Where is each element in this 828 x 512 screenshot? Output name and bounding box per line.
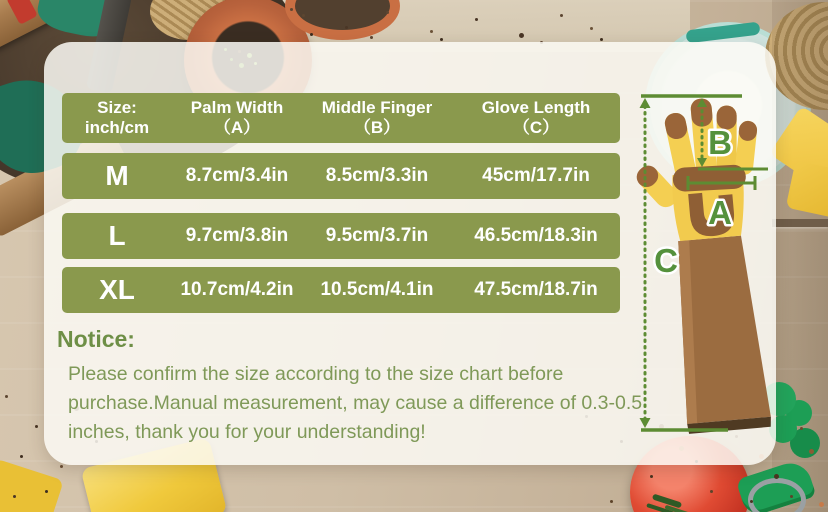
background-right-planks (772, 0, 828, 512)
notice-body: Please confirm the size according to the size chart before purchase.Manual measurement, may cause a difference of 0.3-0.5 inches, thank you for your understanding! (68, 363, 643, 443)
header-cell-glove-length (452, 98, 620, 139)
header-finger-line1: Middle Finger (321, 97, 433, 117)
row-l-middle-finger: 9.5cm/3.7in (325, 225, 429, 246)
row-xl-size: XL (99, 274, 135, 305)
measure-label-a: A (708, 194, 732, 231)
glove-measurement-diagram (630, 80, 780, 450)
header-size-line2: inch/cm (84, 118, 150, 137)
background-yellow-tag-2 (0, 458, 64, 512)
background-soil-specks-bottom-left (5, 395, 8, 398)
header-cell-middle-finger (302, 98, 452, 139)
row-l-size: L (108, 220, 126, 251)
notice-title: Notice: (57, 326, 135, 352)
header-cell-palm-width (172, 98, 302, 139)
measure-label-b: B (708, 124, 732, 161)
size-table-row-l (62, 213, 620, 259)
row-xl-palm-width: 10.7cm/4.2in (180, 279, 294, 300)
size-table-header-row (62, 93, 620, 143)
row-xl-middle-finger: 10.5cm/4.1in (320, 279, 434, 300)
header-finger-line2: （B） (353, 118, 401, 137)
background-plank-gap (772, 219, 828, 227)
header-cell-size (62, 98, 172, 139)
row-m-glove-length: 45cm/17.7in (482, 165, 590, 186)
size-table-row-xl (62, 267, 620, 313)
row-m-size: M (105, 160, 129, 191)
background-soil-specks-top (290, 8, 293, 11)
row-m-middle-finger: 8.5cm/3.3in (325, 165, 429, 186)
header-palm-line1: Palm Width (190, 97, 284, 117)
header-length-line2: （C） (512, 118, 560, 137)
row-l-glove-length: 46.5cm/18.3in (474, 225, 598, 246)
header-length-line1: Glove Length (481, 97, 591, 117)
row-l-palm-width: 9.7cm/3.8in (185, 225, 289, 246)
row-xl-glove-length: 47.5cm/18.7in (474, 279, 598, 300)
glove-illustration (630, 94, 780, 437)
size-table-row-m (62, 153, 620, 199)
header-palm-line2: （A） (213, 118, 261, 137)
header-size-line1: Size: (97, 97, 137, 117)
row-m-palm-width: 8.7cm/3.4in (185, 165, 289, 186)
measure-label-c: C (654, 242, 678, 279)
